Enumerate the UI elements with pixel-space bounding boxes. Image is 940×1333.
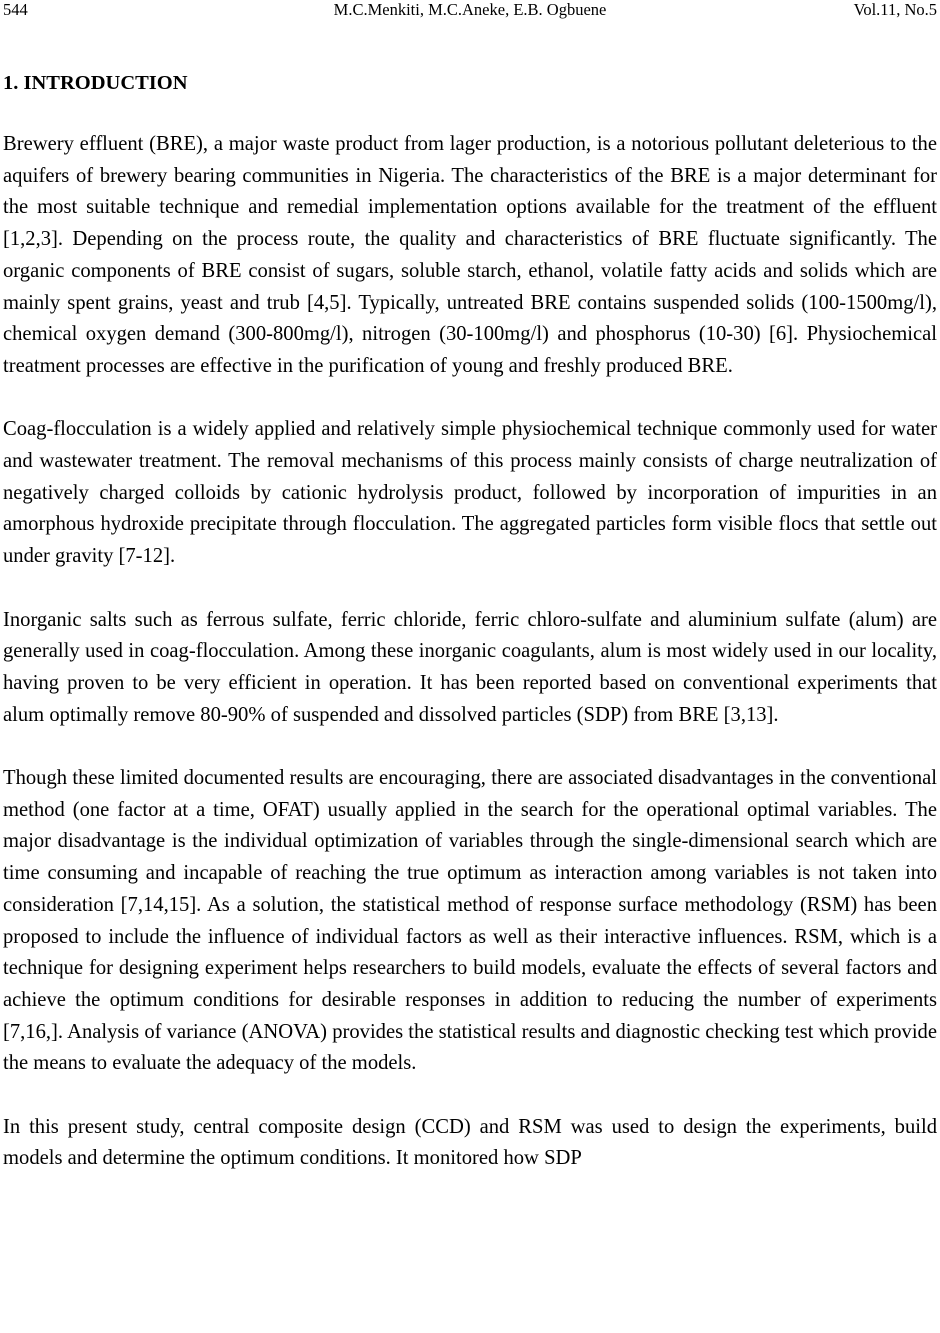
paragraph-brewery-effluent: Brewery effluent (BRE), a major waste product from lager production, is a notorious pollutant deleterious to the aquifers of brewery bearing communities in Nigeria. The characteristics of the BRE is a major determinant for the most suitable technique and remedial implementation options available for the treatment of the effluent [1,2,3]. Depending on the process route, the quality and characteristics of BRE fluctuate significantly. The organic components of BRE consist of sugars, soluble starch, ethanol, volatile fatty acids and solids which are mainly spent grains, yeast and trub [4,5]. Typically, untreated BRE contains suspended solids (100-1500mg/l), chemical oxygen demand (300-800mg/l), nitrogen (30-100mg/l) and phosphorus (10-30) [6]. Physiochemical treatment processes are effective in the purification of young and freshly produced BRE.: [3, 133, 937, 377]
paragraph-inorganic-salts: Inorganic salts such as ferrous sulfate, ferric chloride, ferric chloro-sulfate and aluminium sulfate (alum) are generally used in coag-flocculation. Among these inorganic coagulants, alum is most widely used in our locality, having proven to be very efficient in operation. It has been reported based on conventional experiments that alum optimally remove 80-90% of suspended and dissolved particles (SDP) from BRE [3,13].: [3, 608, 937, 726]
paragraph-conventional-method: Though these limited documented results are encouraging, there are associated disadvantages in the conventional method (one factor at a time, OFAT) usually applied in the search for the operational optimal variables. The major disadvantage is the individual optimization of variables through the single-dimensional search which are time consuming and incapable of reaching the true optimum as interaction among variables is not taken into consideration [7,14,15]. As a solution, the statistical method of response surface methodology (RSM) has been proposed to include the influence of individual factors as well as their interactive influences. RSM, which is a technique for designing experiment helps researchers to build models, evaluate the effects of several factors and achieve the optimum conditions for desirable responses in addition to reducing the number of experiments [7,16,]. Analysis of variance (ANOVA) provides the statistical results and diagnostic checking test which provide the means to evaluate the adequacy of the models.: [3, 767, 937, 1075]
paragraph-present-study: In this present study, central composite design (CCD) and RSM was used to design the experiments, build models and determine the optimum conditions. It monitored how SDP: [3, 1115, 937, 1170]
page-header: [3, 0, 937, 26]
paragraph-coag-flocculation: Coag-flocculation is a widely applied and relatively simple physiochemical technique commonly used for water and wastewater treatment. The removal mechanisms of this process mainly consists of charge neutralization of negatively charged colloids by cationic hydrolysis product, followed by incorporation of impurities in an amorphous hydroxide precipitate through flocculation. The aggregated particles form visible flocs that settle out under gravity [7-12].: [3, 418, 937, 568]
article-body: [3, 129, 937, 1207]
page-number: 544: [3, 0, 28, 19]
volume-info: Vol.11, No.5: [853, 0, 937, 19]
running-authors: M.C.Menkiti, M.C.Aneke, E.B. Ogbuene: [333, 0, 607, 19]
section-title: 1. INTRODUCTION: [3, 72, 188, 94]
